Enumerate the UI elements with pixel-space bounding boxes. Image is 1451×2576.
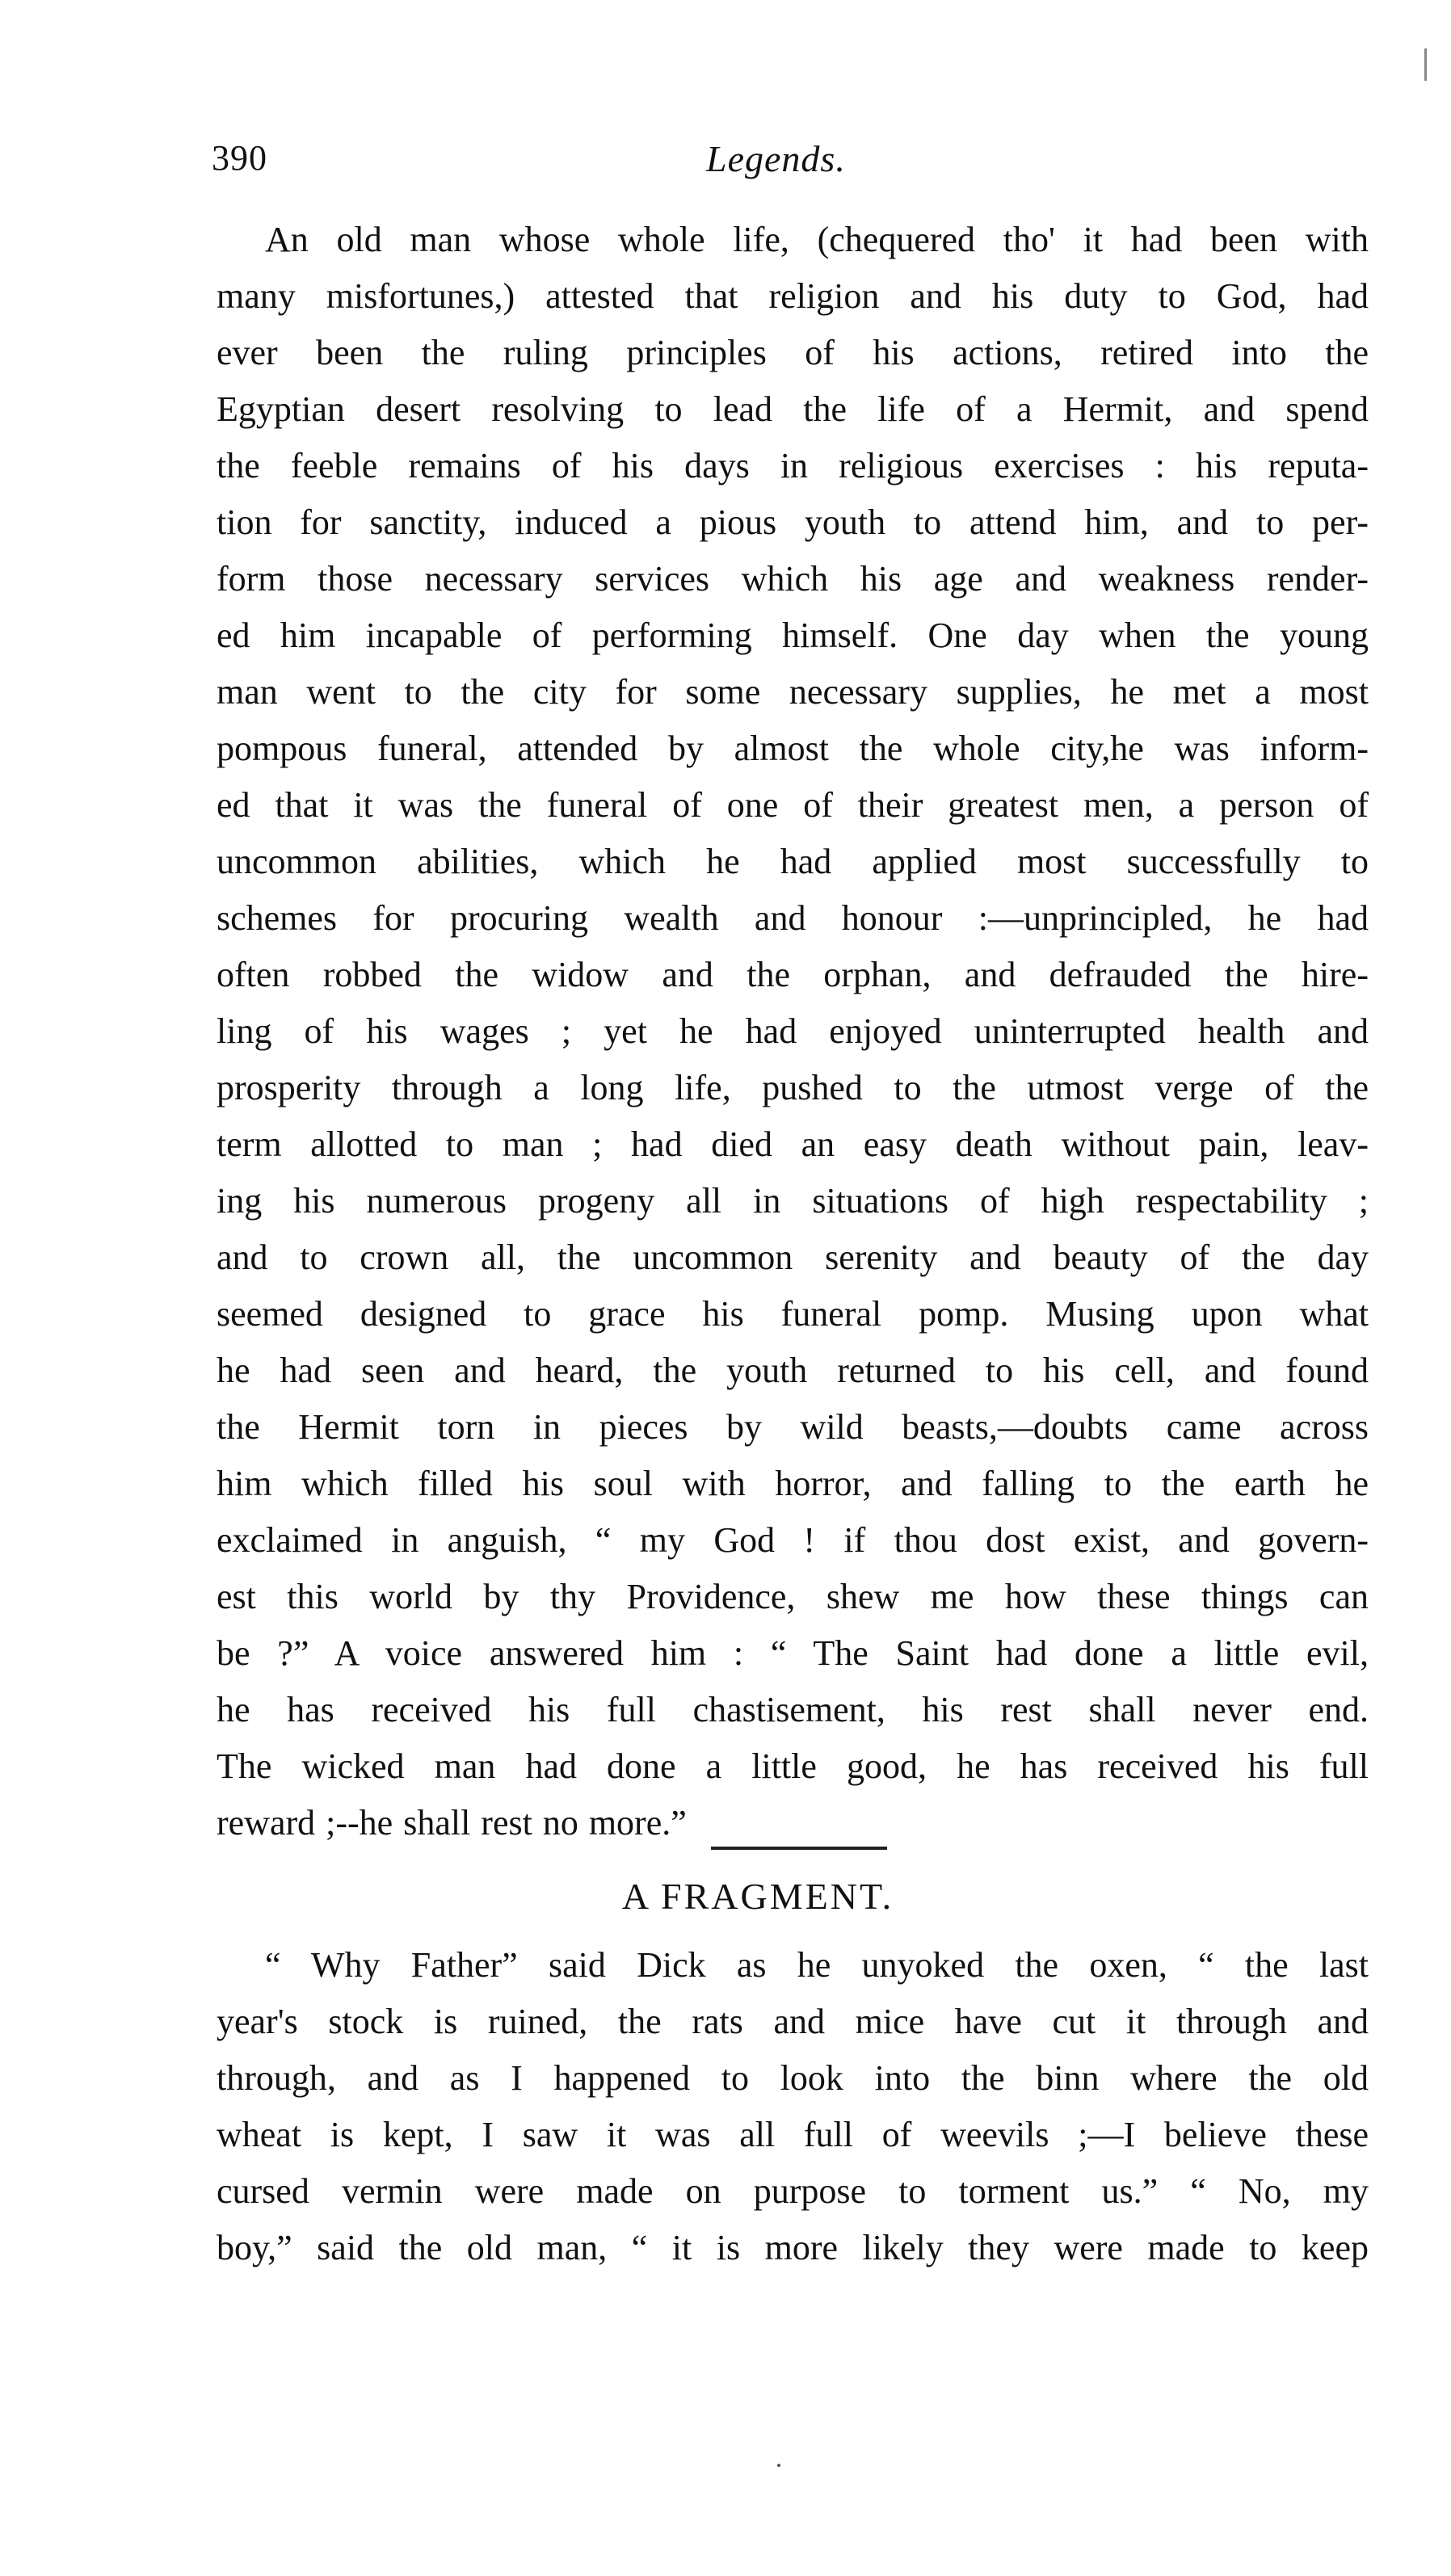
text-line: seemed designed to grace his funeral pomp. Musing upon what xyxy=(217,1294,1369,1334)
text-line: ing his numerous progeny all in situations of high respectability ; xyxy=(217,1181,1369,1221)
text-line: ed him incapable of performing himself. One day when the young xyxy=(217,616,1369,655)
text-line: exclaimed in anguish, “ my God ! if thou dost exist, and govern- xyxy=(217,1520,1369,1560)
text-line: he has received his full chastisement, his rest shall never end. xyxy=(217,1690,1369,1729)
page-header xyxy=(212,137,1359,194)
section-divider xyxy=(711,1847,887,1850)
text-line: prosperity through a long life, pushed to the utmost verge of the xyxy=(217,1068,1369,1107)
text-line: through, and as I happened to look into the binn where the old xyxy=(217,2058,1369,2098)
page-edge-mark xyxy=(1424,48,1427,81)
text-line: The wicked man had done a little good, he has received his full xyxy=(217,1746,1369,1786)
text-line: pompous funeral, attended by almost the whole city,he was inform- xyxy=(217,729,1369,768)
text-line: ever been the ruling principles of his actions, retired into the xyxy=(217,333,1369,372)
text-line: ed that it was the funeral of one of their greatest men, a person of xyxy=(217,785,1369,825)
text-line: the Hermit torn in pieces by wild beasts,—doubts came across xyxy=(217,1407,1369,1447)
text-line: tion for sanctity, induced a pious youth to attend him, and to per- xyxy=(217,502,1369,542)
text-line: term allotted to man ; had died an easy death without pain, leav- xyxy=(217,1124,1369,1164)
text-line: Egyptian desert resolving to lead the life of a Hermit, and spend xyxy=(217,389,1369,429)
text-line: “ Why Father” said Dick as he unyoked the oxen, “ the last xyxy=(265,1945,1369,1985)
section-title: A FRAGMENT. xyxy=(621,1876,894,1917)
text-line: reward ;--he shall rest no more.” xyxy=(217,1803,687,1843)
text-line: est this world by thy Providence, shew me how these things can xyxy=(217,1577,1369,1616)
text-line: be ?” A voice answered him : “ The Saint had done a little evil, xyxy=(217,1633,1369,1673)
legend-paragraph xyxy=(217,212,1369,1851)
text-line: ling of his wages ; yet he had enjoyed uninterrupted health and xyxy=(217,1011,1369,1051)
text-line: often robbed the widow and the orphan, and defrauded the hire- xyxy=(217,955,1369,994)
text-line: form those necessary services which his age and weakness render- xyxy=(217,559,1369,599)
text-line: him which filled his soul with horror, and falling to the earth he xyxy=(217,1464,1369,1503)
text-line: cursed vermin were made on purpose to torment us.” “ No, my xyxy=(217,2171,1369,2211)
text-line: boy,” said the old man, “ it is more likely they were made to keep xyxy=(217,2228,1369,2267)
text-line: An old man whose whole life, (chequered tho' it had been with xyxy=(265,220,1369,259)
text-line: wheat is kept, I saw it was all full of weevils ;—I believe these xyxy=(217,2115,1369,2154)
text-line: man went to the city for some necessary supplies, he met a most xyxy=(217,672,1369,712)
text-line: and to crown all, the uncommon serenity and beauty of the day xyxy=(217,1238,1369,1277)
stray-print-dot xyxy=(777,2464,780,2467)
text-line: the feeble remains of his days in religious exercises : his reputa- xyxy=(217,446,1369,485)
text-line: he had seen and heard, the youth returned to his cell, and found xyxy=(217,1351,1369,1390)
page-number: 390 xyxy=(212,138,267,178)
running-head: Legends. xyxy=(706,138,846,179)
text-line: schemes for procuring wealth and honour :—unprincipled, he had xyxy=(217,898,1369,938)
text-line: many misfortunes,) attested that religion and his duty to God, had xyxy=(217,276,1369,316)
text-line: uncommon abilities, which he had applied most successfully to xyxy=(217,842,1369,881)
fragment-paragraph xyxy=(217,1937,1369,2276)
text-line: year's stock is ruined, the rats and mice have cut it through and xyxy=(217,2002,1369,2041)
